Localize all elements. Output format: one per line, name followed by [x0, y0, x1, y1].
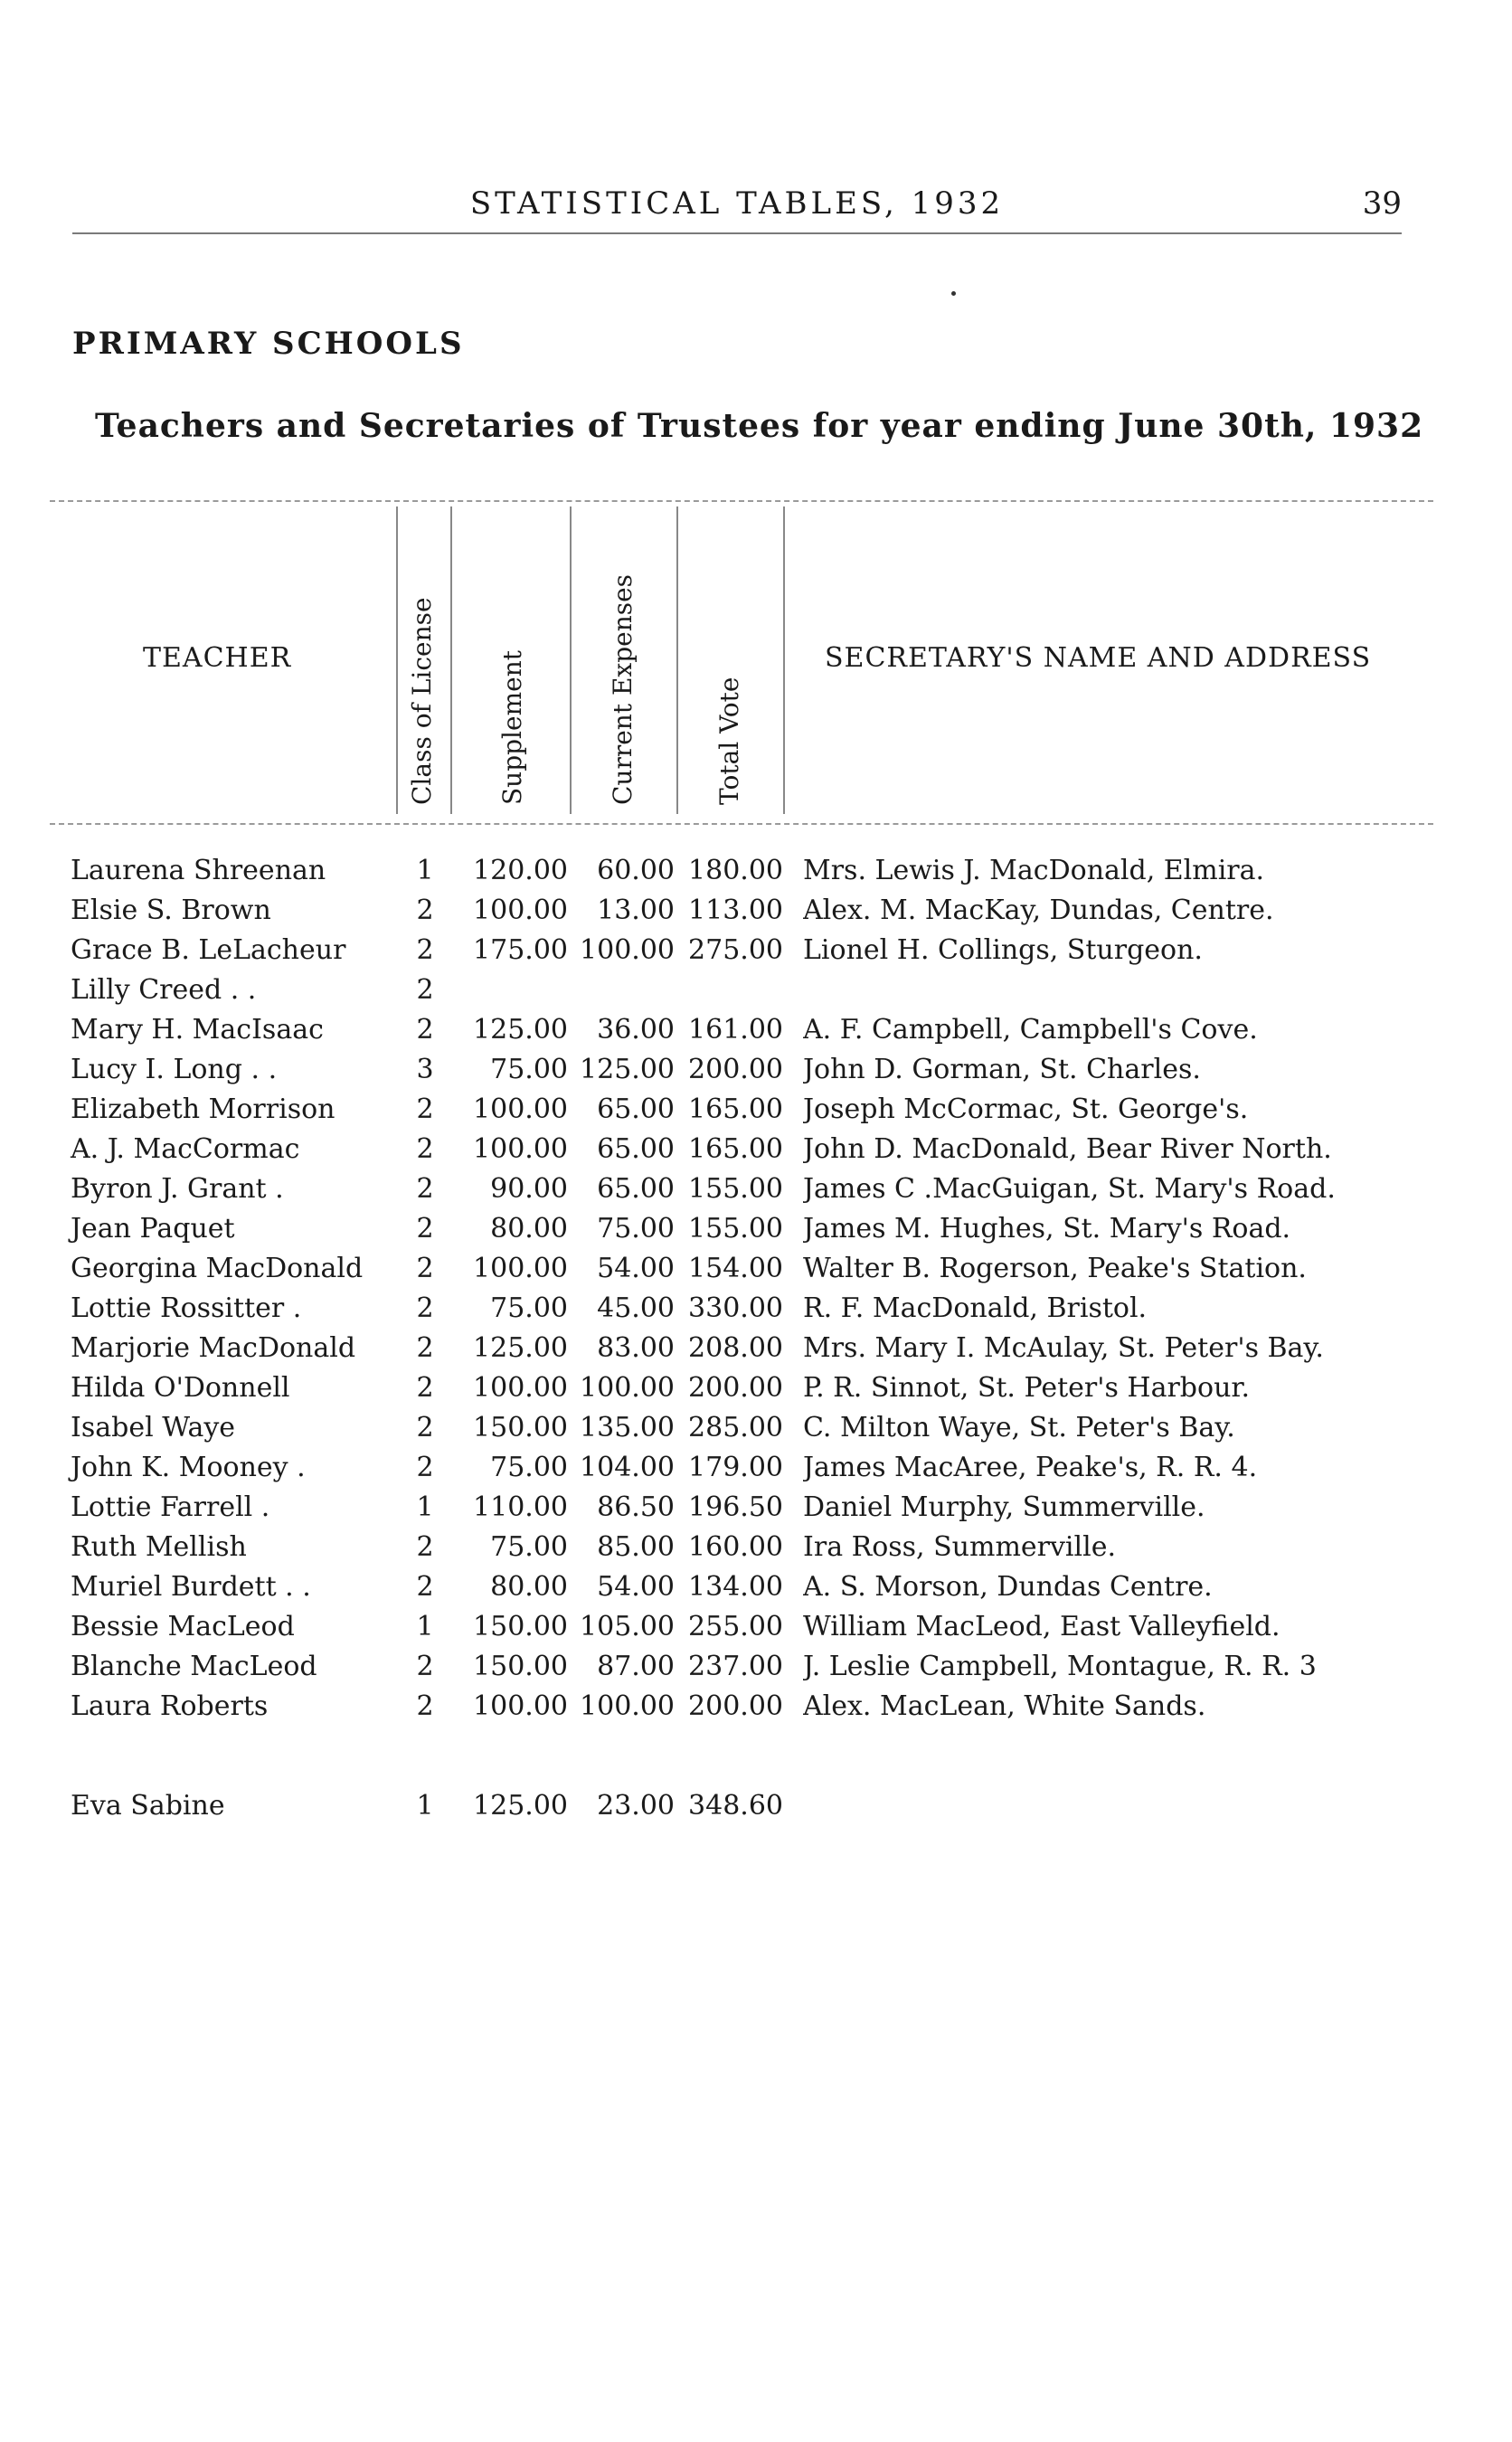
- teacher-name: Lucy I. Long . .: [71, 1054, 278, 1085]
- current-expenses-value: 45.00: [597, 1292, 675, 1324]
- table-row: [0, 974, 1512, 1014]
- teacher-name: Laura Roberts: [71, 1690, 269, 1722]
- table-row: [0, 1292, 1512, 1332]
- table-subtitle: Teachers and Secretaries of Trustees for year ending June 30th, 1932: [95, 407, 1424, 445]
- secretary-name-address: James M. Hughes, St. Mary's Road.: [803, 1213, 1291, 1245]
- table-row: [0, 1372, 1512, 1412]
- class-of-license: 2: [416, 894, 434, 926]
- class-of-license: 2: [416, 1133, 434, 1165]
- secretary-name-address: James MacAree, Peake's, R. R. 4.: [803, 1452, 1258, 1483]
- class-of-license: 2: [416, 1452, 434, 1483]
- teacher-name: John K. Mooney .: [71, 1452, 306, 1483]
- total-vote-value: 330.00: [688, 1292, 783, 1324]
- class-of-license: 2: [416, 1412, 434, 1443]
- total-vote-value: 165.00: [688, 1133, 783, 1165]
- table-row: [0, 1412, 1512, 1452]
- supplement-value: 175.00: [473, 934, 568, 966]
- column-header-teacher: TEACHER: [143, 642, 292, 674]
- supplement-value: 100.00: [473, 1372, 568, 1404]
- class-of-license: 2: [416, 974, 434, 1006]
- current-expenses-value: 100.00: [580, 934, 675, 966]
- teacher-name: Lilly Creed . .: [71, 974, 257, 1006]
- table-top-rule: [50, 500, 1433, 502]
- total-vote-value: 154.00: [688, 1253, 783, 1284]
- supplement-value: 150.00: [473, 1611, 568, 1642]
- supplement-value: 100.00: [473, 1690, 568, 1722]
- class-of-license: 2: [416, 1253, 434, 1284]
- current-expenses-value: 135.00: [580, 1412, 675, 1443]
- secretary-name-address: Ira Ross, Summerville.: [803, 1531, 1117, 1563]
- total-vote-value: 179.00: [688, 1452, 783, 1483]
- supplement-value: 100.00: [473, 1133, 568, 1165]
- secretary-name-address: R. F. MacDonald, Bristol.: [803, 1292, 1148, 1324]
- supplement-value: 125.00: [473, 1790, 568, 1822]
- table-row: [0, 1014, 1512, 1054]
- column-rule: [570, 506, 572, 814]
- secretary-name-address: A. S. Morson, Dundas Centre.: [803, 1571, 1213, 1603]
- column-rule: [396, 506, 398, 814]
- running-head: [72, 185, 1402, 234]
- supplement-value: 150.00: [473, 1651, 568, 1682]
- supplement-value: 75.00: [490, 1054, 568, 1085]
- total-vote-value: 180.00: [688, 855, 783, 886]
- total-vote-value: 348.60: [688, 1790, 783, 1822]
- class-of-license: 1: [416, 1491, 434, 1523]
- table-row: [0, 1054, 1512, 1093]
- supplement-value: 80.00: [490, 1571, 568, 1603]
- running-title: STATISTICAL TABLES, 1932: [469, 185, 1005, 222]
- teacher-name: Byron J. Grant .: [71, 1173, 284, 1205]
- section-title: PRIMARY SCHOOLS: [72, 326, 465, 362]
- secretary-name-address: Walter B. Rogerson, Peake's Station.: [803, 1253, 1307, 1284]
- table-row: [0, 1093, 1512, 1133]
- total-vote-value: 275.00: [688, 934, 783, 966]
- total-vote-value: 200.00: [688, 1690, 783, 1722]
- class-of-license: 2: [416, 1531, 434, 1563]
- table-row: [0, 1611, 1512, 1651]
- secretary-name-address: Daniel Murphy, Summerville.: [803, 1491, 1205, 1523]
- class-of-license: 2: [416, 1571, 434, 1603]
- table-row: [0, 1790, 1512, 1830]
- page-number: 39: [1362, 185, 1402, 222]
- secretary-name-address: J. Leslie Campbell, Montague, R. R. 3: [803, 1651, 1317, 1682]
- total-vote-value: 196.50: [688, 1491, 783, 1523]
- secretary-name-address: John D. MacDonald, Bear River North.: [803, 1133, 1332, 1165]
- current-expenses-value: 85.00: [597, 1531, 675, 1563]
- total-vote-value: 155.00: [688, 1173, 783, 1205]
- current-expenses-value: 65.00: [597, 1173, 675, 1205]
- class-of-license: 2: [416, 934, 434, 966]
- current-expenses-value: 86.50: [597, 1491, 675, 1523]
- table-row: [0, 1651, 1512, 1690]
- total-vote-value: 155.00: [688, 1213, 783, 1245]
- supplement-value: 150.00: [473, 1412, 568, 1443]
- class-of-license: 2: [416, 1651, 434, 1682]
- class-of-license: 2: [416, 1332, 434, 1364]
- table-row: [0, 894, 1512, 934]
- table-row: [0, 1452, 1512, 1491]
- current-expenses-value: 104.00: [580, 1452, 675, 1483]
- total-vote-value: 200.00: [688, 1372, 783, 1404]
- current-expenses-value: 100.00: [580, 1690, 675, 1722]
- column-header-current-expenses: Current Expenses: [608, 573, 638, 805]
- teacher-name: Hilda O'Donnell: [71, 1372, 290, 1404]
- class-of-license: 3: [416, 1054, 434, 1085]
- supplement-value: 75.00: [490, 1531, 568, 1563]
- teacher-name: Jean Paquet: [71, 1213, 235, 1245]
- current-expenses-value: 60.00: [597, 855, 675, 886]
- supplement-value: 75.00: [490, 1452, 568, 1483]
- table-row: [0, 1253, 1512, 1292]
- current-expenses-value: 65.00: [597, 1133, 675, 1165]
- table-header-rule: [50, 823, 1433, 825]
- current-expenses-value: 87.00: [597, 1651, 675, 1682]
- teacher-name: Ruth Mellish: [71, 1531, 247, 1563]
- secretary-name-address: John D. Gorman, St. Charles.: [803, 1054, 1201, 1085]
- table-row: [0, 1213, 1512, 1253]
- teacher-name: Mary H. MacIsaac: [71, 1014, 324, 1046]
- total-vote-value: 237.00: [688, 1651, 783, 1682]
- supplement-value: 120.00: [473, 855, 568, 886]
- teacher-name: Marjorie MacDonald: [71, 1332, 356, 1364]
- secretary-name-address: Joseph McCormac, St. George's.: [803, 1093, 1249, 1125]
- teacher-name: Bessie MacLeod: [71, 1611, 295, 1642]
- secretary-name-address: Lionel H. Collings, Sturgeon.: [803, 934, 1203, 966]
- supplement-value: 80.00: [490, 1213, 568, 1245]
- secretary-name-address: James C .MacGuigan, St. Mary's Road.: [803, 1173, 1336, 1205]
- teacher-name: A. J. MacCormac: [71, 1133, 300, 1165]
- teacher-name: Georgina MacDonald: [71, 1253, 364, 1284]
- current-expenses-value: 105.00: [580, 1611, 675, 1642]
- column-rule: [450, 506, 452, 814]
- secretary-name-address: A. F. Campbell, Campbell's Cove.: [803, 1014, 1258, 1046]
- secretary-name-address: Mrs. Lewis J. MacDonald, Elmira.: [803, 855, 1265, 886]
- class-of-license: 2: [416, 1093, 434, 1125]
- supplement-value: 75.00: [490, 1292, 568, 1324]
- class-of-license: 1: [416, 855, 434, 886]
- current-expenses-value: 36.00: [597, 1014, 675, 1046]
- total-vote-value: 285.00: [688, 1412, 783, 1443]
- column-header-supplement: Supplement: [497, 650, 527, 805]
- class-of-license: 2: [416, 1292, 434, 1324]
- secretary-name-address: Alex. M. MacKay, Dundas, Centre.: [803, 894, 1274, 926]
- teacher-name: Isabel Waye: [71, 1412, 236, 1443]
- class-of-license: 2: [416, 1014, 434, 1046]
- secretary-name-address: Mrs. Mary I. McAulay, St. Peter's Bay.: [803, 1332, 1324, 1364]
- supplement-value: 90.00: [490, 1173, 568, 1205]
- secretary-name-address: P. R. Sinnot, St. Peter's Harbour.: [803, 1372, 1250, 1404]
- teacher-name: Laurena Shreenan: [71, 855, 326, 886]
- teacher-name: Muriel Burdett . .: [71, 1571, 311, 1603]
- column-header-secretary: SECRETARY'S NAME AND ADDRESS: [825, 642, 1372, 674]
- supplement-value: 100.00: [473, 1253, 568, 1284]
- class-of-license: 2: [416, 1213, 434, 1245]
- teacher-name: Blanche MacLeod: [71, 1651, 317, 1682]
- class-of-license: 1: [416, 1611, 434, 1642]
- current-expenses-value: 125.00: [580, 1054, 675, 1085]
- supplement-value: 125.00: [473, 1014, 568, 1046]
- table-row: [0, 1133, 1512, 1173]
- table-row: [0, 1531, 1512, 1571]
- table-row: [0, 1332, 1512, 1372]
- teacher-name: Elizabeth Morrison: [71, 1093, 335, 1125]
- total-vote-value: 255.00: [688, 1611, 783, 1642]
- secretary-name-address: Alex. MacLean, White Sands.: [803, 1690, 1206, 1722]
- table-row: [0, 855, 1512, 894]
- total-vote-value: 113.00: [688, 894, 783, 926]
- supplement-value: 110.00: [473, 1491, 568, 1523]
- current-expenses-value: 54.00: [597, 1253, 675, 1284]
- total-vote-value: 161.00: [688, 1014, 783, 1046]
- table-row: [0, 934, 1512, 974]
- column-rule: [783, 506, 785, 814]
- column-rule: [676, 506, 678, 814]
- total-vote-value: 200.00: [688, 1054, 783, 1085]
- teacher-name: Lottie Rossitter .: [71, 1292, 302, 1324]
- class-of-license: 2: [416, 1372, 434, 1404]
- current-expenses-value: 75.00: [597, 1213, 675, 1245]
- supplement-value: 100.00: [473, 894, 568, 926]
- supplement-value: 100.00: [473, 1093, 568, 1125]
- supplement-value: 125.00: [473, 1332, 568, 1364]
- class-of-license: 1: [416, 1790, 434, 1822]
- table-row: [0, 1173, 1512, 1213]
- column-header-class-of-license: Class of License: [407, 597, 437, 805]
- teacher-name: Lottie Farrell .: [71, 1491, 270, 1523]
- total-vote-value: 160.00: [688, 1531, 783, 1563]
- current-expenses-value: 100.00: [580, 1372, 675, 1404]
- current-expenses-value: 83.00: [597, 1332, 675, 1364]
- print-speck: [951, 291, 956, 296]
- total-vote-value: 165.00: [688, 1093, 783, 1125]
- table-row: [0, 1690, 1512, 1730]
- teacher-name: Grace B. LeLacheur: [71, 934, 346, 966]
- teacher-name: Eva Sabine: [71, 1790, 225, 1822]
- class-of-license: 2: [416, 1690, 434, 1722]
- current-expenses-value: 54.00: [597, 1571, 675, 1603]
- table-row: [0, 1571, 1512, 1611]
- current-expenses-value: 65.00: [597, 1093, 675, 1125]
- current-expenses-value: 13.00: [597, 894, 675, 926]
- secretary-name-address: C. Milton Waye, St. Peter's Bay.: [803, 1412, 1235, 1443]
- table-row: [0, 1491, 1512, 1531]
- class-of-license: 2: [416, 1173, 434, 1205]
- secretary-name-address: William MacLeod, East Valleyfield.: [803, 1611, 1280, 1642]
- current-expenses-value: 23.00: [597, 1790, 675, 1822]
- column-header-total-vote: Total Vote: [714, 677, 744, 805]
- total-vote-value: 208.00: [688, 1332, 783, 1364]
- total-vote-value: 134.00: [688, 1571, 783, 1603]
- teacher-name: Elsie S. Brown: [71, 894, 271, 926]
